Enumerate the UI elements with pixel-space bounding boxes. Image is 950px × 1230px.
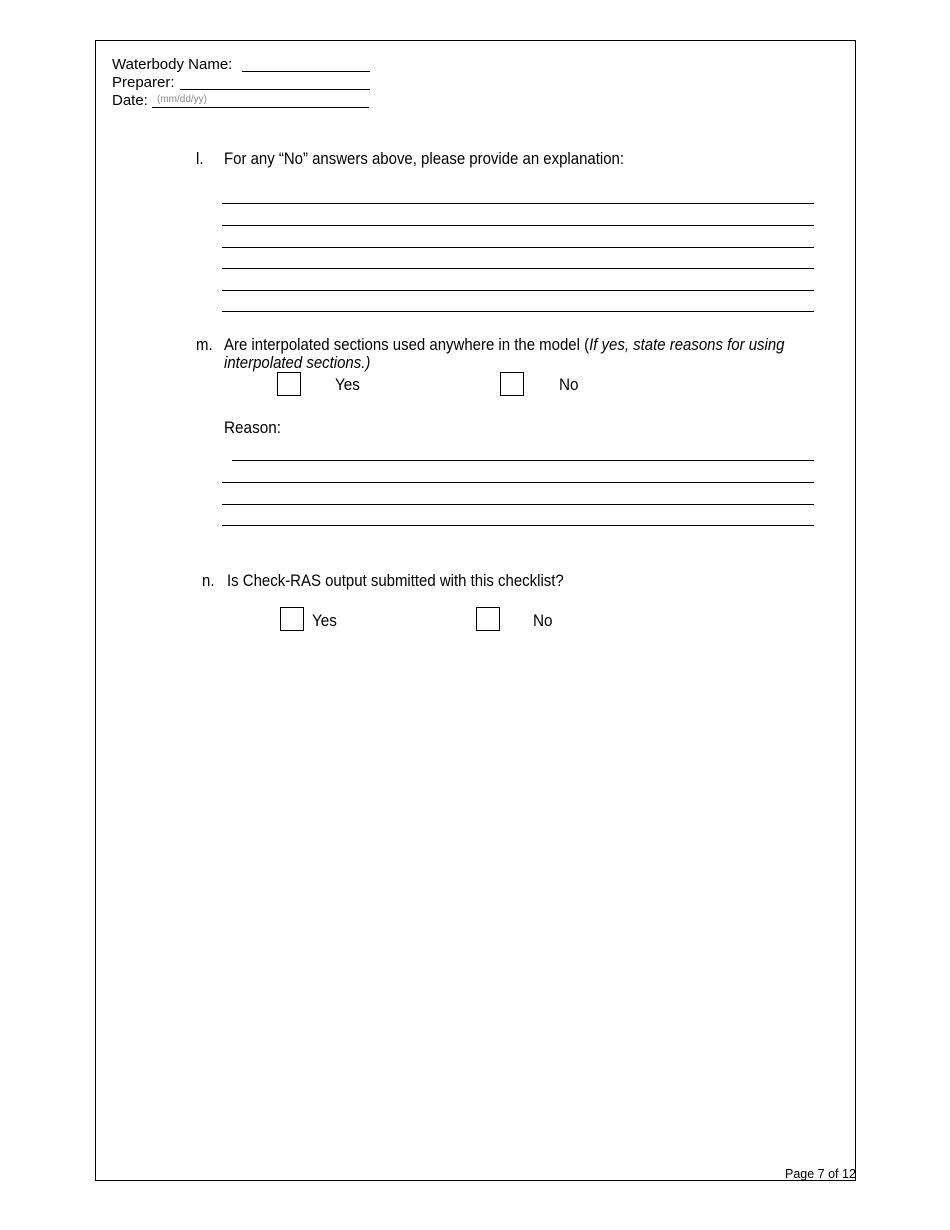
- question-m-text-plain: Are interpolated sections used anywhere in the model (: [224, 335, 590, 354]
- question-n-no-label: No: [533, 611, 553, 630]
- reason-label: Reason:: [224, 418, 281, 437]
- question-l-text: For any “No” answers above, please provide an explanation:: [224, 149, 625, 168]
- explanation-line[interactable]: [222, 311, 814, 312]
- question-m-yes-label: Yes: [335, 375, 360, 394]
- explanation-line[interactable]: [222, 203, 814, 204]
- question-n-yes-label: Yes: [312, 611, 337, 630]
- question-n-number: n.: [202, 571, 215, 590]
- page-number: Page 7 of 12: [785, 1167, 856, 1181]
- reason-line[interactable]: [232, 460, 814, 461]
- question-m-text-italic-2: interpolated sections.): [224, 353, 371, 372]
- reason-line[interactable]: [222, 504, 814, 505]
- explanation-line[interactable]: [222, 247, 814, 248]
- question-m-no-label: No: [559, 375, 579, 394]
- question-n-no-checkbox[interactable]: [476, 607, 500, 631]
- preparer-label: Preparer:: [112, 74, 175, 91]
- question-m-text: [224, 335, 784, 354]
- preparer-field[interactable]: [180, 89, 370, 90]
- question-l-number: l.: [196, 149, 204, 168]
- date-label: Date:: [112, 92, 148, 109]
- question-n-yes-checkbox[interactable]: [280, 607, 304, 631]
- reason-line[interactable]: [222, 525, 814, 526]
- waterbody-name-label: Waterbody Name:: [112, 56, 233, 73]
- waterbody-name-field[interactable]: [242, 71, 370, 72]
- question-m-yes-checkbox[interactable]: [277, 372, 301, 396]
- explanation-line[interactable]: [222, 290, 814, 291]
- explanation-line[interactable]: [222, 225, 814, 226]
- explanation-line[interactable]: [222, 268, 814, 269]
- question-m-number: m.: [196, 335, 213, 354]
- question-m-text-italic-1: If yes, state reasons for using: [589, 335, 785, 354]
- date-hint: (mm/dd/yy): [157, 94, 207, 105]
- question-m-text-line2: [224, 353, 370, 372]
- reason-line[interactable]: [222, 482, 814, 483]
- date-field[interactable]: [152, 107, 369, 108]
- question-n-text: Is Check-RAS output submitted with this checklist?: [227, 571, 564, 590]
- question-m-no-checkbox[interactable]: [500, 372, 524, 396]
